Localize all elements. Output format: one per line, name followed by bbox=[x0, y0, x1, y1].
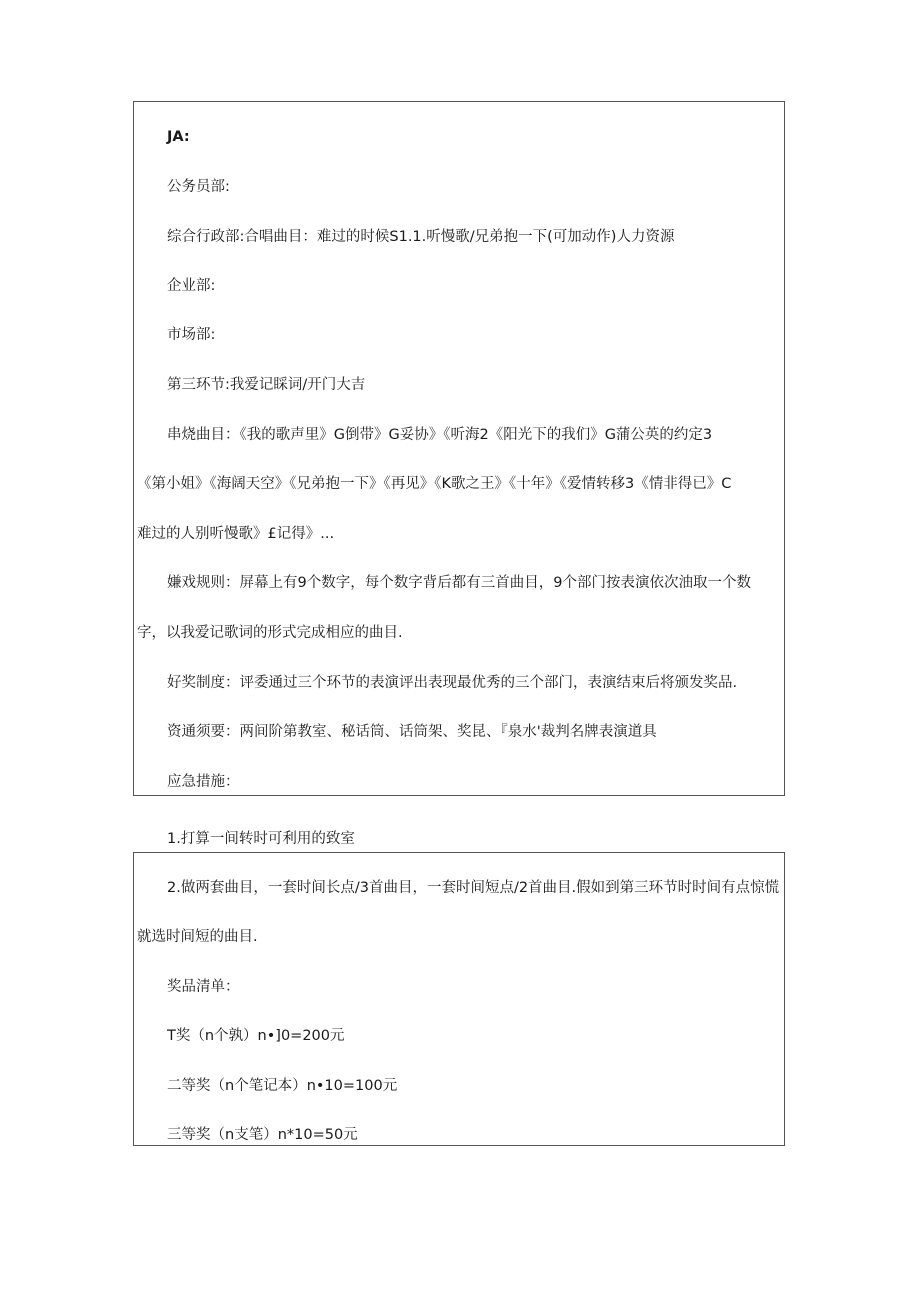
text-line-game-rules-cont: 字，以我爱记歌词的形式完成相应的曲目. bbox=[137, 625, 403, 641]
text-line-prize-list: 奖品清单： bbox=[167, 979, 240, 995]
text-line-award-system: 好奖制度：评委通过三个环节的表演评出表现最优秀的三个部门，表演结束后将颁发奖品. bbox=[167, 675, 738, 691]
text-line-two-sets-cont: 就选时间短的曲目. bbox=[137, 929, 258, 945]
text-line-second-prize: 二等奖（n个笔记本）n•10=100元 bbox=[167, 1078, 398, 1094]
text-line-medley-songs: 串烧曲目：《我的歌声里》G倒带》G妥协》《听海2《阳光下的我们》G蒲公英的约定3 bbox=[167, 427, 713, 443]
text-line-medley-songs-end: 难过的人别听慢歌》£记得》... bbox=[137, 526, 335, 542]
text-line-game-rules: 嫌戏规则：屏幕上有9个数字，每个数字背后都有三首曲目，9个部门按表演依次油取一个数 bbox=[167, 575, 751, 591]
text-line-first-prize: T奖（n个孰）n•]0=200元 bbox=[167, 1028, 345, 1044]
text-line-ja: JA: bbox=[167, 129, 190, 145]
text-line-emergency: 应急措施： bbox=[167, 774, 240, 790]
text-line-two-sets: 2.做两套曲目，一套时间长点/3首曲目，一套时间短点/2首曲目.假如到第三环节时时间有点惊慌 bbox=[167, 880, 780, 896]
text-line-medley-songs-cont: 《第小姐》《海阔天空》《兄弟抱一下》《再见》《K歌之王》《十年》《爱情转移3《情非得已》C bbox=[137, 476, 732, 492]
text-line-enterprise-dept: 企业部: bbox=[167, 278, 216, 294]
text-line-resources: 资通须要：两间阶第教室、秘话筒、话筒架、奖昆、『泉水'裁判名牌表演道具 bbox=[167, 724, 657, 740]
text-line-third-segment: 第三环节:我爱记睬词/开门大吉 bbox=[167, 377, 366, 393]
text-line-admin-dept: 综合行政部:合唱曲目：难过的时候S1.1.听慢歌/兄弟抱一下(可加动作)人力资源 bbox=[167, 229, 675, 245]
text-line-third-prize: 三等奖（n支笔）n*10=50元 bbox=[167, 1127, 358, 1143]
text-line-backup-room: 1.打算一间转时可利用的致室 bbox=[167, 831, 355, 847]
text-line-civil-service-dept: 公务员部: bbox=[167, 179, 230, 195]
text-line-marketing-dept: 市场部: bbox=[167, 327, 216, 343]
